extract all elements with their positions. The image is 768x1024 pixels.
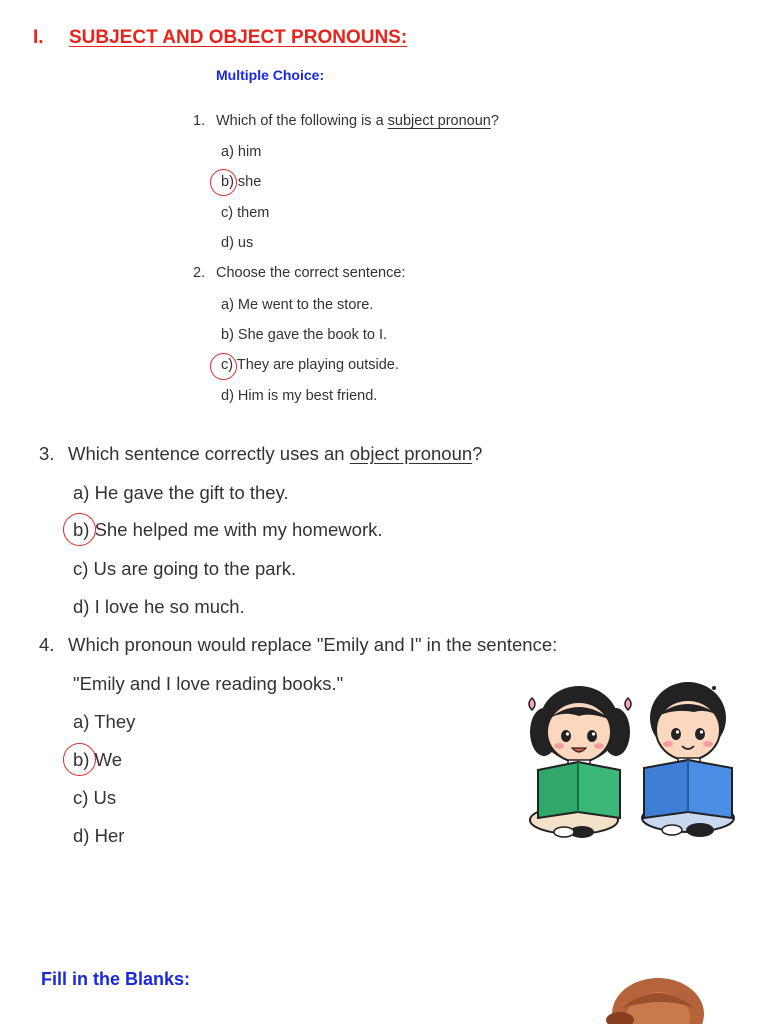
section-number: I. [33, 27, 44, 48]
option-b: b) She helped me with my homework. [73, 519, 383, 540]
option-d: d) Him is my best friend. [221, 388, 378, 404]
question-number: 4. [39, 634, 55, 655]
question-text: Which of the following is a [216, 113, 388, 129]
answer-circle [63, 513, 96, 546]
question-4 [39, 634, 557, 656]
option-a: a) They [73, 711, 136, 732]
question-number: 1. [193, 113, 206, 129]
answer-circle [210, 353, 237, 380]
option-b: b) She gave the book to I. [221, 327, 388, 343]
option-b: b) she [221, 174, 262, 190]
boy-reading-illustration [642, 682, 734, 837]
option-d: d) I love he so much. [73, 596, 245, 617]
question-number: 2. [193, 265, 206, 281]
option-c: c) them [221, 205, 270, 221]
section-title [33, 27, 407, 49]
question-underlined-term: subject pronoun [387, 113, 491, 129]
kids-reading-illustration [522, 672, 744, 844]
girl-partial-illustration [600, 968, 724, 1024]
girl-reading-illustration [529, 686, 631, 838]
option-c: c) Us are going to the park. [73, 558, 297, 579]
question-3: 3. Which sentence correctly uses an object pronoun? [39, 443, 483, 464]
option-b: b) We [73, 749, 123, 770]
question-underlined-term: object pronoun [349, 443, 473, 464]
question-text: Which pronoun would replace "Emily and I" in the sentence: [68, 634, 558, 655]
multiple-choice-heading: Multiple Choice: [216, 67, 325, 83]
question-2 [193, 265, 405, 281]
answer-circle [210, 169, 237, 196]
question-text: Which sentence correctly uses an [68, 443, 350, 464]
fill-in-blanks-heading: Fill in the Blanks: [41, 969, 191, 989]
question-text: Choose the correct sentence: [216, 265, 406, 281]
option-d: d) us [221, 235, 254, 251]
option-c: c) They are playing outside. [221, 357, 399, 373]
option-a: a) him [221, 144, 262, 160]
question-1: 1. Which of the following is a subject pronoun? [193, 113, 499, 129]
option-a: a) Me went to the store. [221, 297, 374, 313]
question-quote: "Emily and I love reading books." [73, 673, 344, 694]
section-title-text: SUBJECT AND OBJECT PRONOUNS: [69, 27, 408, 48]
option-c: c) Us [73, 787, 117, 808]
option-a: a) He gave the gift to they. [73, 482, 289, 503]
option-d: d) Her [73, 825, 125, 846]
question-number: 3. [39, 443, 55, 464]
answer-circle [63, 743, 96, 776]
